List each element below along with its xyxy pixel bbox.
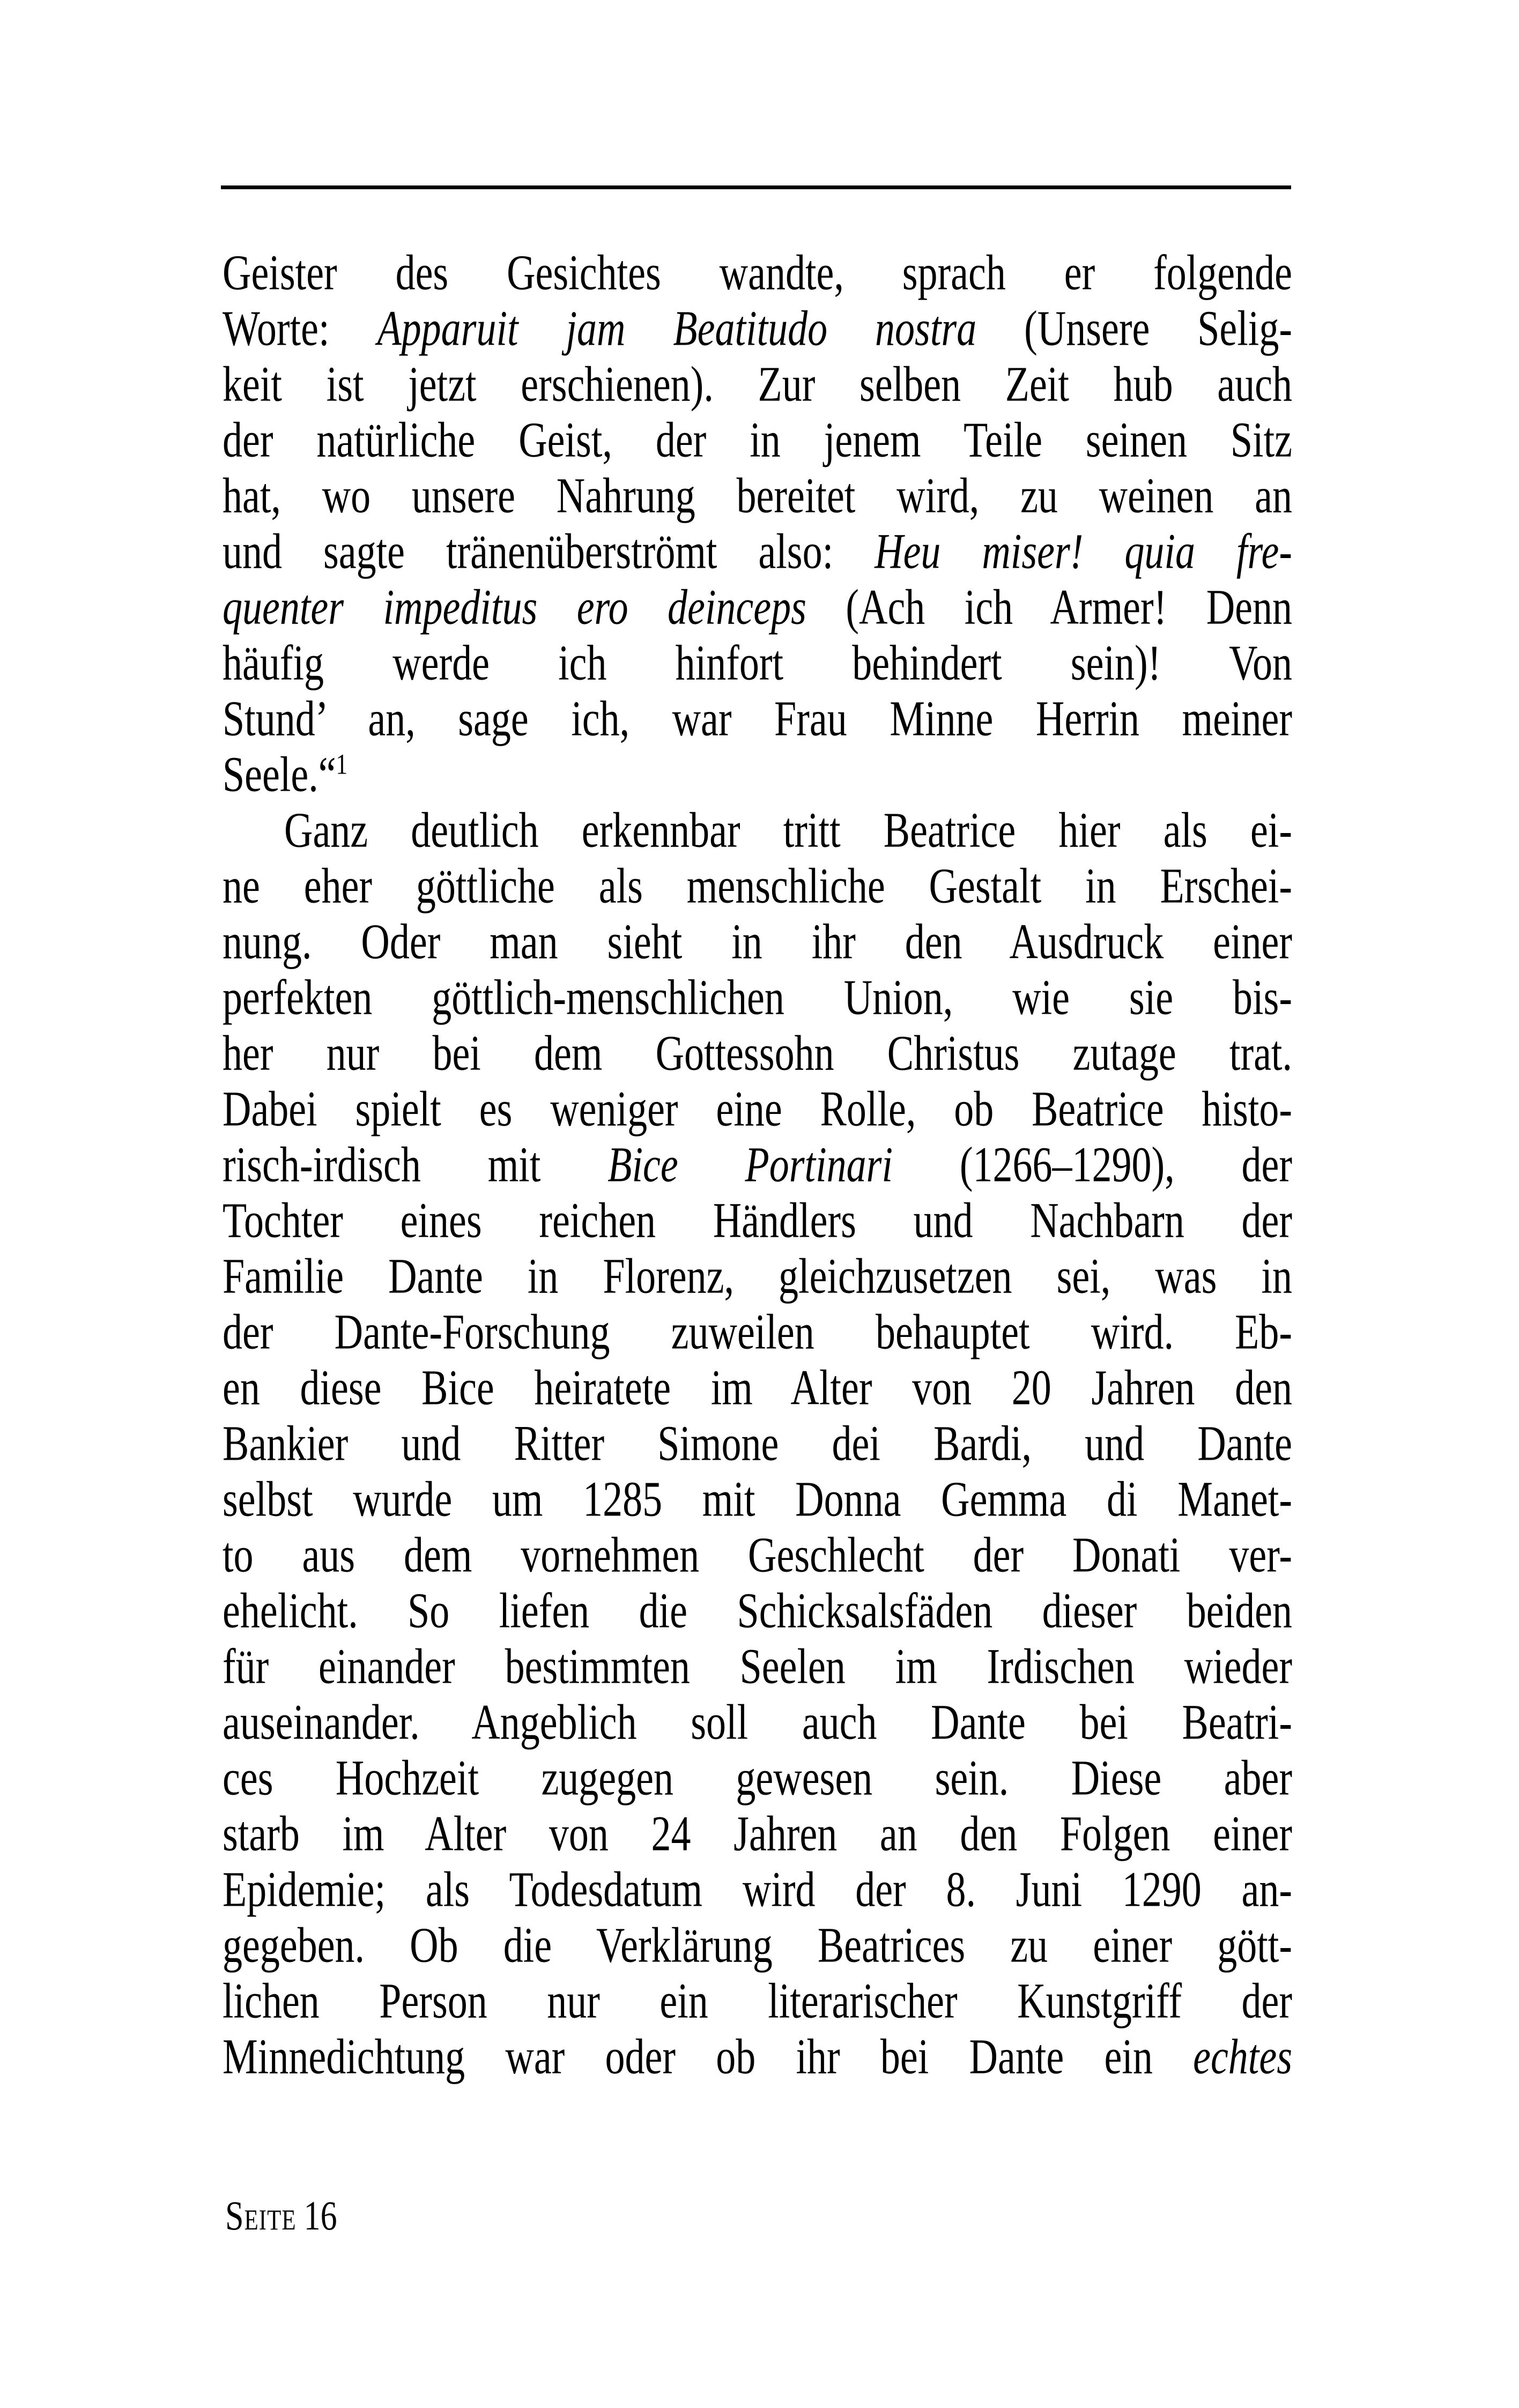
text-line [223, 1138, 1292, 1193]
header-rule [221, 185, 1291, 189]
text-segment: der Dante-Forschung zuweilen behauptet wird. Eb- [223, 1304, 1292, 1360]
text-line [223, 524, 1292, 580]
text-segment: Worte: [223, 301, 377, 356]
text-line [223, 692, 1292, 747]
text-segment: häufig werde ich hinfort behindert sein)! Von [223, 635, 1292, 691]
page-footer [225, 2193, 337, 2240]
text-line [223, 915, 1292, 970]
text-segment: perfekten göttlich-menschlichen Union, wie sie bis- [223, 970, 1292, 1025]
text-segment: (Ach ich Armer! Denn [806, 579, 1292, 635]
text-segment: Epidemie; als Todesdatum wird der 8. Juni 1290 an- [223, 1862, 1292, 1918]
text-line [223, 469, 1292, 524]
text-segment: Ganz deutlich erkennbar tritt Beatrice hier als ei- [284, 802, 1292, 858]
text-line [223, 747, 1292, 803]
text-segment: selbst wurde um 1285 mit Donna Gemma di Manet- [223, 1471, 1292, 1527]
text-segment: Bice Portinari [607, 1137, 893, 1193]
text-segment: en diese Bice heiratete im Alter von 20 Jahren den [223, 1360, 1292, 1416]
text-line [223, 803, 1292, 859]
text-segment: Heu miser! quia fre- [875, 524, 1293, 579]
text-segment: her nur bei dem Gottessohn Christus zutage trat. [223, 1025, 1292, 1081]
text-segment: der natürliche Geist, der in jenem Teile seinen Sitz [223, 412, 1292, 468]
text-segment: ne eher göttliche als menschliche Gestalt in Erschei- [223, 858, 1292, 914]
text-line [223, 1361, 1292, 1416]
text-line [223, 636, 1292, 692]
text-segment: Tochter eines reichen Händlers und Nachbarn der [223, 1193, 1292, 1248]
text-line [223, 580, 1292, 636]
text-line [223, 1249, 1292, 1305]
text-line [223, 859, 1292, 915]
text-segment: Minnedichtung war oder ob ihr bei Dante ein [223, 2029, 1194, 2085]
text-segment: Dabei spielt es weniger eine Rolle, ob Beatrice histo- [223, 1081, 1292, 1137]
text-segment: hat, wo unsere Nahrung bereitet wird, zu weinen an [223, 468, 1292, 524]
text-segment: (Unsere Selig- [976, 301, 1293, 356]
text-line [223, 1695, 1292, 1751]
text-segment: gegeben. Ob die Verklärung Beatrices zu einer gött- [223, 1918, 1292, 1973]
text-line [223, 1193, 1292, 1249]
text-line [223, 246, 1292, 301]
footnote-ref: 1 [336, 748, 348, 781]
text-line [223, 301, 1292, 357]
text-segment: und sagte tränenüberströmt also: [223, 524, 875, 579]
text-segment: lichen Person nur ein literarischer Kunstgriff der [223, 1973, 1292, 2029]
text-line [223, 1472, 1292, 1528]
text-line [223, 357, 1292, 413]
text-line [223, 1862, 1292, 1918]
footer-page-label: Seite [225, 2193, 297, 2239]
text-segment: echtes [1193, 2029, 1292, 2085]
footer-page-number: 16 [303, 2193, 337, 2239]
text-segment: (1266–1290), der [893, 1137, 1293, 1193]
text-line [223, 413, 1292, 469]
text-line [223, 1751, 1292, 1807]
text-segment: Bankier und Ritter Simone dei Bardi, und Dante [223, 1416, 1292, 1471]
text-line [223, 970, 1292, 1026]
text-segment: ces Hochzeit zugegen gewesen sein. Diese aber [223, 1750, 1292, 1806]
text-line [223, 1807, 1292, 1862]
text-line [223, 1416, 1292, 1472]
text-segment: auseinander. Angeblich soll auch Dante bei Beatri- [223, 1694, 1292, 1750]
text-line [223, 1305, 1292, 1361]
text-segment: Seele.“ [223, 747, 336, 802]
text-line [223, 1528, 1292, 1584]
text-segment: keit ist jetzt erschienen). Zur selben Zeit hub auch [223, 356, 1292, 412]
text-segment: quenter impeditus ero deinceps [223, 579, 806, 635]
text-segment: nung. Oder man sieht in ihr den Ausdruck einer [223, 914, 1292, 970]
text-line [223, 2030, 1292, 2085]
text-segment: to aus dem vornehmen Geschlecht der Donati ver- [223, 1527, 1292, 1583]
text-segment: Apparuit jam Beatitudo nostra [377, 301, 977, 356]
text-line [223, 1974, 1292, 2030]
text-segment: für einander bestimmten Seelen im Irdischen wieder [223, 1639, 1292, 1694]
text-line [223, 1584, 1292, 1639]
text-segment: Geister des Gesichtes wandte, sprach er folgende [223, 246, 1292, 301]
text-line [223, 1918, 1292, 1974]
text-segment: starb im Alter von 24 Jahren an den Folgen einer [223, 1806, 1292, 1862]
body-text [223, 246, 1292, 2085]
text-line [223, 1639, 1292, 1695]
text-line [223, 1026, 1292, 1082]
text-segment: ehelicht. So liefen die Schicksalsfäden dieser beiden [223, 1583, 1292, 1639]
text-segment: Familie Dante in Florenz, gleichzusetzen sei, was in [223, 1248, 1292, 1304]
text-segment: Stund’ an, sage ich, war Frau Minne Herrin meiner [223, 691, 1292, 747]
text-segment: risch-irdisch mit [223, 1137, 608, 1193]
text-line [223, 1082, 1292, 1138]
